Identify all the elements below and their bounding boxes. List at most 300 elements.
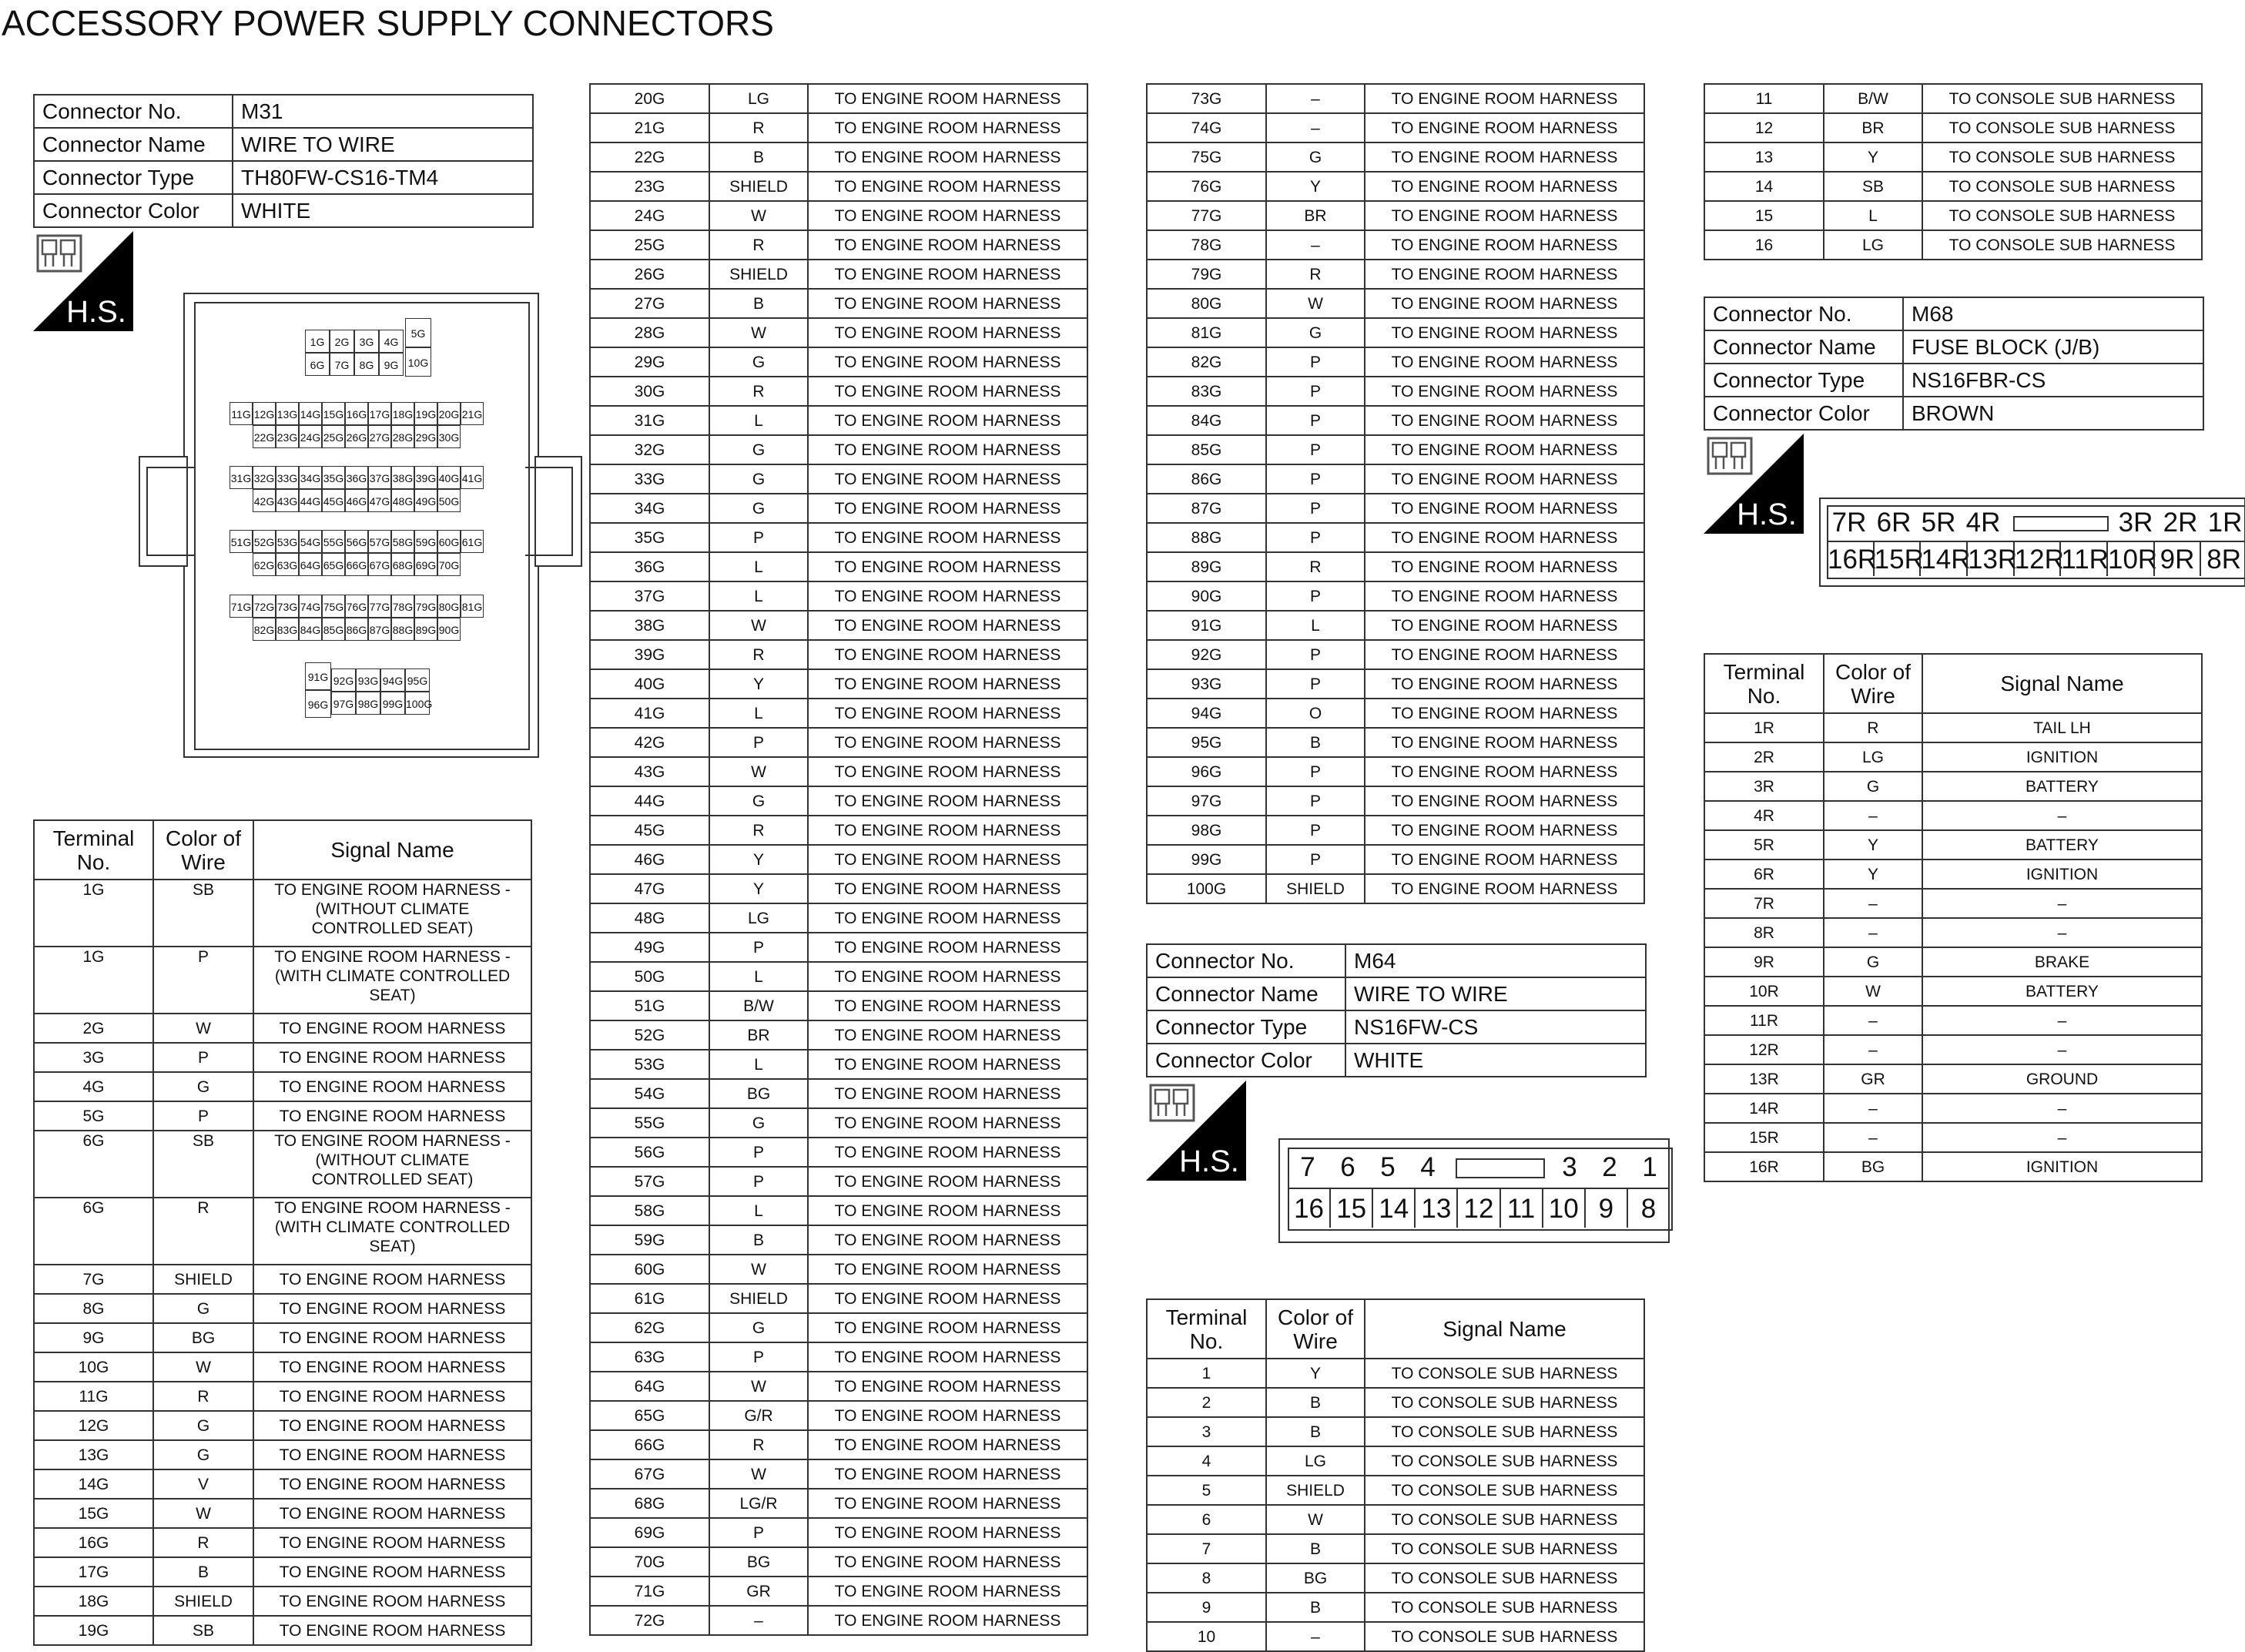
table-row [590, 1225, 1087, 1255]
hs-label: H.S. [1737, 498, 1797, 531]
pin-cell: 34G [299, 466, 322, 489]
wire-color-cell: V [153, 1469, 253, 1499]
terminal-cell: 81G [1147, 318, 1266, 347]
wire-color-cell: Y [1824, 142, 1922, 172]
terminal-cell: 5R [1704, 830, 1824, 860]
signal-name-cell: TO CONSOLE SUB HARNESS [1365, 1476, 1644, 1505]
terminal-cell: 83G [1147, 377, 1266, 406]
pin-cell: 8 [1627, 1188, 1670, 1228]
terminal-cell: 53G [590, 1050, 709, 1079]
pin-cell: 78G [391, 595, 414, 618]
table-row [590, 962, 1087, 991]
signal-name-cell: TO ENGINE ROOM HARNESS [253, 1528, 531, 1557]
table-row [590, 699, 1087, 728]
info-label: Connector No. [1147, 944, 1345, 977]
pin-cell: 45G [322, 489, 345, 512]
table-row [1704, 889, 2202, 918]
m64-hs-icon [1146, 1081, 1246, 1181]
terminal-cell: 49G [590, 933, 709, 962]
info-value: FUSE BLOCK (J/B) [1903, 330, 2203, 364]
wire-color-cell: P [709, 1518, 808, 1547]
pin-cell: 57G [368, 530, 391, 553]
pin-cell: 97G [331, 692, 356, 715]
signal-name-cell: TO ENGINE ROOM HARNESS [808, 1401, 1087, 1430]
pin-cell: 87G [368, 618, 391, 641]
signal-name-cell: GROUND [1922, 1064, 2202, 1094]
pin-cell: 6R [1876, 508, 1912, 538]
pin-cell: 2R [2163, 508, 2198, 538]
pin-cell: 3R [2118, 508, 2153, 538]
wire-color-cell: – [1824, 1006, 1922, 1035]
wire-color-cell: B/W [709, 991, 808, 1020]
pin-cell: 7G [330, 353, 354, 376]
table-row [590, 1518, 1087, 1547]
wire-color-cell: G [1824, 772, 1922, 801]
signal-name-cell: TO ENGINE ROOM HARNESS [1365, 260, 1644, 289]
table-row [590, 1547, 1087, 1577]
header-color: Color of Wire [1266, 1299, 1365, 1359]
wire-color-cell: BR [1824, 113, 1922, 142]
table-row [590, 728, 1087, 757]
signal-name-cell: TO ENGINE ROOM HARNESS [808, 1079, 1087, 1108]
terminal-cell: 75G [1147, 142, 1266, 172]
pin-cell: 12G [253, 402, 276, 425]
pin-cell: 14G [299, 402, 322, 425]
pin-cell: 67G [368, 553, 391, 576]
terminal-cell: 77G [1147, 201, 1266, 230]
info-value: WIRE TO WIRE [233, 128, 533, 161]
pin-cell: 9G [379, 353, 404, 376]
signal-name-cell: TO ENGINE ROOM HARNESS - (WITHOUT CLIMATE CONTROLLED SEAT) [253, 1131, 531, 1198]
signal-name-cell: TO ENGINE ROOM HARNESS [808, 640, 1087, 669]
signal-name-cell: TO ENGINE ROOM HARNESS [808, 260, 1087, 289]
table-row [590, 1606, 1087, 1635]
header-terminal: Terminal No. [1147, 1299, 1266, 1359]
header-signal: Signal Name [1365, 1299, 1644, 1359]
signal-name-cell: TO ENGINE ROOM HARNESS [808, 464, 1087, 494]
table-row [590, 1342, 1087, 1372]
info-row [1704, 330, 2203, 364]
pin-cell: 11R [2060, 541, 2107, 576]
table-row [1147, 757, 1644, 786]
signal-name-cell: TO ENGINE ROOM HARNESS [808, 142, 1087, 172]
table-row [590, 1108, 1087, 1138]
pin-cell: 21G [461, 402, 484, 425]
pin-cell: 72G [253, 595, 276, 618]
terminal-cell: 15G [34, 1499, 153, 1528]
wire-color-cell: SHIELD [709, 260, 808, 289]
table-row [1147, 1593, 1644, 1622]
signal-name-cell: – [1922, 1123, 2202, 1152]
signal-name-cell: TO ENGINE ROOM HARNESS - (WITHOUT CLIMATE CONTROLLED SEAT) [253, 880, 531, 947]
terminal-cell: 9G [34, 1323, 153, 1352]
table-row [590, 406, 1087, 435]
pin-cell: 48G [391, 489, 414, 512]
terminal-cell: 59G [590, 1225, 709, 1255]
info-value: NS16FW-CS [1345, 1010, 1646, 1044]
terminal-cell: 7 [1147, 1534, 1266, 1563]
signal-name-cell: IGNITION [1922, 860, 2202, 889]
pin-cell: 28G [391, 425, 414, 448]
signal-name-cell: TO CONSOLE SUB HARNESS [1922, 201, 2202, 230]
signal-name-cell: TO ENGINE ROOM HARNESS [808, 1313, 1087, 1342]
signal-name-cell: TO ENGINE ROOM HARNESS [808, 1430, 1087, 1459]
terminal-cell: 12R [1704, 1035, 1824, 1064]
terminal-cell: 13G [34, 1440, 153, 1469]
pin-cell: 51G [230, 530, 253, 553]
info-value: M31 [233, 95, 533, 128]
signal-name-cell: TO ENGINE ROOM HARNESS [1365, 201, 1644, 230]
wire-color-cell: P [1266, 494, 1365, 523]
signal-name-cell: TO ENGINE ROOM HARNESS [253, 1294, 531, 1323]
table-row [1704, 977, 2202, 1006]
wire-color-cell: – [1824, 801, 1922, 830]
terminal-cell: 46G [590, 845, 709, 874]
pin-cell: 1 [1642, 1152, 1657, 1182]
table-row [590, 1196, 1087, 1225]
table-row [1704, 801, 2202, 830]
info-row [1147, 977, 1646, 1010]
signal-name-cell: TO ENGINE ROOM HARNESS [253, 1072, 531, 1101]
wire-color-cell: R [709, 640, 808, 669]
pin-cell: 83G [276, 618, 299, 641]
pin-cell: 9 [1585, 1188, 1627, 1228]
signal-name-cell: TO ENGINE ROOM HARNESS [253, 1440, 531, 1469]
pin-cell: 62G [253, 553, 276, 576]
terminal-cell: 18G [34, 1587, 153, 1616]
pin-cell: 100G [405, 692, 430, 715]
terminal-cell: 54G [590, 1079, 709, 1108]
wire-color-cell: L [709, 581, 808, 611]
pin-cell: 99G [380, 692, 405, 715]
terminal-cell: 8 [1147, 1563, 1266, 1593]
signal-name-cell: TO ENGINE ROOM HARNESS [1365, 142, 1644, 172]
pin-cell: 24G [299, 425, 322, 448]
pin-cell: 38G [391, 466, 414, 489]
table-row [590, 142, 1087, 172]
table-row [590, 84, 1087, 113]
pin-cell: 18G [391, 402, 414, 425]
terminal-cell: 9R [1704, 947, 1824, 977]
table-row [1147, 1476, 1644, 1505]
table-row [34, 1352, 531, 1382]
table-row [1147, 640, 1644, 669]
pin-cell: 86G [345, 618, 368, 641]
terminal-cell: 56G [590, 1138, 709, 1167]
pin-cell: 26G [345, 425, 368, 448]
terminal-cell: 45G [590, 816, 709, 845]
wire-color-cell: P [709, 1167, 808, 1196]
table-row [590, 1401, 1087, 1430]
signal-name-cell: TO CONSOLE SUB HARNESS [1922, 84, 2202, 113]
info-row [34, 161, 533, 194]
wire-color-cell: R [709, 816, 808, 845]
terminal-cell: 94G [1147, 699, 1266, 728]
wire-color-cell: G [709, 494, 808, 523]
pin-cell: 85G [322, 618, 345, 641]
table-row [590, 611, 1087, 640]
pin-cell: 54G [299, 530, 322, 553]
wire-color-cell: SB [1824, 172, 1922, 201]
wire-color-cell: – [1266, 1622, 1365, 1651]
terminal-cell: 19G [34, 1616, 153, 1645]
pin-cell: 23G [276, 425, 299, 448]
pin-cell: 5R [1921, 508, 1956, 538]
signal-name-cell: TO ENGINE ROOM HARNESS - (WITH CLIMATE CONTROLLED SEAT) [253, 1198, 531, 1265]
signal-name-cell: TO ENGINE ROOM HARNESS [808, 1196, 1087, 1225]
signal-name-cell: TO ENGINE ROOM HARNESS [808, 1547, 1087, 1577]
wire-color-cell: SHIELD [709, 172, 808, 201]
table-row [590, 1459, 1087, 1489]
signal-name-cell: TO CONSOLE SUB HARNESS [1922, 113, 2202, 142]
table-row [590, 874, 1087, 903]
signal-name-cell: TO ENGINE ROOM HARNESS [808, 611, 1087, 640]
pin-cell: 79G [414, 595, 437, 618]
pin-cell: 43G [276, 489, 299, 512]
signal-name-cell: TO ENGINE ROOM HARNESS [253, 1101, 531, 1131]
pin-cell: 76G [345, 595, 368, 618]
wire-color-cell: P [1266, 406, 1365, 435]
pin-cell: 19G [414, 402, 437, 425]
pin-cell: 80G [437, 595, 461, 618]
terminal-cell: 1R [1704, 713, 1824, 742]
table-row [1704, 830, 2202, 860]
wire-color-cell: R [153, 1528, 253, 1557]
pin-cell: 90G [437, 618, 461, 641]
table-row [1704, 860, 2202, 889]
info-row [34, 128, 533, 161]
table-row [1147, 289, 1644, 318]
wire-color-cell: W [709, 1372, 808, 1401]
wire-color-cell: B [1266, 1388, 1365, 1417]
terminal-cell: 39G [590, 640, 709, 669]
header-color: Color of Wire [1824, 654, 1922, 713]
terminal-cell: 32G [590, 435, 709, 464]
signal-name-cell: TO CONSOLE SUB HARNESS [1922, 230, 2202, 260]
info-label: Connector Color [1704, 397, 1903, 430]
terminal-cell: 52G [590, 1020, 709, 1050]
table-row [590, 552, 1087, 581]
signal-name-cell: TO ENGINE ROOM HARNESS [253, 1352, 531, 1382]
wire-color-cell: LG [709, 84, 808, 113]
signal-name-cell: TO ENGINE ROOM HARNESS [808, 172, 1087, 201]
pin-cell: 1R [2207, 508, 2243, 538]
terminal-cell: 14 [1704, 172, 1824, 201]
header-signal: Signal Name [1922, 654, 2202, 713]
table-row [34, 1323, 531, 1352]
table-row [1704, 172, 2202, 201]
pin-cell: 66G [345, 553, 368, 576]
terminal-cell: 6 [1147, 1505, 1266, 1534]
signal-name-cell: TO ENGINE ROOM HARNESS [1365, 347, 1644, 377]
terminal-cell: 24G [590, 201, 709, 230]
wire-color-cell: B [709, 289, 808, 318]
terminal-cell: 82G [1147, 347, 1266, 377]
signal-name-cell: TO ENGINE ROOM HARNESS [808, 289, 1087, 318]
wire-color-cell: BG [1266, 1563, 1365, 1593]
wire-color-cell: P [709, 1342, 808, 1372]
terminal-cell: 84G [1147, 406, 1266, 435]
signal-name-cell: TO ENGINE ROOM HARNESS [808, 757, 1087, 786]
table-row [1704, 918, 2202, 947]
signal-name-cell: TO CONSOLE SUB HARNESS [1365, 1388, 1644, 1417]
terminal-cell: 69G [590, 1518, 709, 1547]
terminal-cell: 48G [590, 903, 709, 933]
pin-cell: 16 [1288, 1188, 1330, 1228]
terminal-cell: 16G [34, 1528, 153, 1557]
info-value: M64 [1345, 944, 1646, 977]
signal-name-cell: TO ENGINE ROOM HARNESS [253, 1557, 531, 1587]
pin-cell: 89G [414, 618, 437, 641]
wire-color-cell: G/R [709, 1401, 808, 1430]
m31-terminal-table [33, 819, 532, 1646]
signal-name-cell: TO ENGINE ROOM HARNESS [1365, 318, 1644, 347]
signal-name-cell: IGNITION [1922, 742, 2202, 772]
signal-name-cell: TO ENGINE ROOM HARNESS [808, 1518, 1087, 1547]
terminal-cell: 62G [590, 1313, 709, 1342]
wire-color-cell: G [1266, 318, 1365, 347]
info-row [1147, 1044, 1646, 1077]
signal-name-cell: – [1922, 918, 2202, 947]
terminal-cell: 14G [34, 1469, 153, 1499]
page-title: ACCESSORY POWER SUPPLY CONNECTORS [2, 3, 774, 43]
terminal-cell: 96G [1147, 757, 1266, 786]
table-row [590, 113, 1087, 142]
pin-cell: 32G [253, 466, 276, 489]
pin-cell: 36G [345, 466, 368, 489]
info-row [34, 194, 533, 227]
signal-name-cell: TO ENGINE ROOM HARNESS [808, 84, 1087, 113]
pin-cell: 9R [2154, 541, 2201, 576]
pin-cell: 93G [356, 669, 380, 692]
signal-name-cell: TO ENGINE ROOM HARNESS [808, 435, 1087, 464]
signal-name-cell: TO CONSOLE SUB HARNESS [1365, 1359, 1644, 1388]
wire-color-cell: – [1824, 918, 1922, 947]
wire-color-cell: P [709, 523, 808, 552]
wire-color-cell: B [153, 1557, 253, 1587]
wire-color-cell: G [1266, 142, 1365, 172]
pin-cell: 73G [276, 595, 299, 618]
signal-name-cell: TO ENGINE ROOM HARNESS [1365, 552, 1644, 581]
wire-color-cell: LG/R [709, 1489, 808, 1518]
wire-color-cell: R [709, 1430, 808, 1459]
info-label: Connector Type [1704, 364, 1903, 397]
signal-name-cell: TO ENGINE ROOM HARNESS [253, 1616, 531, 1645]
signal-name-cell: TO ENGINE ROOM HARNESS [808, 1459, 1087, 1489]
terminal-cell: 3R [1704, 772, 1824, 801]
signal-name-cell: TO ENGINE ROOM HARNESS [808, 933, 1087, 962]
wire-color-cell: W [709, 318, 808, 347]
signal-name-cell: TO ENGINE ROOM HARNESS [253, 1499, 531, 1528]
signal-name-cell: TO ENGINE ROOM HARNESS [1365, 669, 1644, 699]
wire-color-cell: L [1824, 201, 1922, 230]
wire-color-cell: LG [1824, 742, 1922, 772]
table-row [1704, 772, 2202, 801]
info-value: TH80FW-CS16-TM4 [233, 161, 533, 194]
signal-name-cell: TO ENGINE ROOM HARNESS [1365, 406, 1644, 435]
pin-cell: 22G [253, 425, 276, 448]
wire-color-cell: W [1266, 1505, 1365, 1534]
wire-color-cell: P [1266, 669, 1365, 699]
terminal-cell: 88G [1147, 523, 1266, 552]
header-terminal: Terminal No. [34, 820, 153, 880]
wire-color-cell: R [709, 113, 808, 142]
terminal-cell: 70G [590, 1547, 709, 1577]
terminal-cell: 64G [590, 1372, 709, 1401]
wire-color-cell: Y [1266, 1359, 1365, 1388]
wire-color-cell: BR [1266, 201, 1365, 230]
pin-cell: 11G [230, 402, 253, 425]
info-label: Connector No. [1704, 297, 1903, 330]
table-row [1704, 230, 2202, 260]
pin-cell: 69G [414, 553, 437, 576]
pin-cell: 6G [305, 353, 330, 376]
wire-color-cell: L [709, 699, 808, 728]
signal-name-cell: TO ENGINE ROOM HARNESS [253, 1411, 531, 1440]
pin-cell: 1G [305, 330, 330, 353]
wire-color-cell: W [153, 1352, 253, 1382]
terminal-cell: 3 [1147, 1417, 1266, 1446]
pin-cell: 52G [253, 530, 276, 553]
signal-name-cell: TO ENGINE ROOM HARNESS [808, 728, 1087, 757]
info-row [1147, 1010, 1646, 1044]
signal-name-cell: TO ENGINE ROOM HARNESS [808, 1606, 1087, 1635]
signal-name-cell: BATTERY [1922, 977, 2202, 1006]
wire-color-cell: – [1824, 1035, 1922, 1064]
table-row [1147, 669, 1644, 699]
pin-cell: 4 [1420, 1152, 1436, 1182]
table-row [34, 880, 531, 947]
table-row [590, 1138, 1087, 1167]
m31-connector-left-inner [146, 467, 196, 556]
pin-cell: 15 [1330, 1188, 1372, 1228]
pin-cell: 12 [1457, 1188, 1499, 1228]
wire-color-cell: B [1266, 1534, 1365, 1563]
table-row [590, 1372, 1087, 1401]
table-row [1147, 1388, 1644, 1417]
terminal-cell: 33G [590, 464, 709, 494]
wire-color-cell: L [1266, 611, 1365, 640]
terminal-cell: 28G [590, 318, 709, 347]
table-row [1147, 1359, 1644, 1388]
table-row [1147, 347, 1644, 377]
table-row [1147, 318, 1644, 347]
table-row [590, 318, 1087, 347]
table-row [590, 1020, 1087, 1050]
terminal-cell: 6R [1704, 860, 1824, 889]
signal-name-cell: TO ENGINE ROOM HARNESS [253, 1469, 531, 1499]
pin-cell: 37G [368, 466, 391, 489]
signal-name-cell: TO ENGINE ROOM HARNESS [253, 1587, 531, 1616]
pin-cell: 25G [322, 425, 345, 448]
pin-cell: 91G [305, 662, 331, 690]
pin-cell: 16G [345, 402, 368, 425]
m31-terminal-table-cont-2 [1146, 83, 1645, 904]
wire-color-cell: GR [709, 1577, 808, 1606]
wire-color-cell: R [709, 230, 808, 260]
terminal-cell: 25G [590, 230, 709, 260]
wire-color-cell: W [709, 1255, 808, 1284]
table-row [1147, 435, 1644, 464]
m31-terminal-table-cont-1 [589, 83, 1088, 1636]
pin-cell: 95G [405, 669, 430, 692]
table-row [590, 903, 1087, 933]
wire-color-cell: P [1266, 581, 1365, 611]
table-row [590, 172, 1087, 201]
table-row [34, 1528, 531, 1557]
pin-cell: 10G [405, 347, 431, 377]
pin-cell: 6 [1340, 1152, 1355, 1182]
